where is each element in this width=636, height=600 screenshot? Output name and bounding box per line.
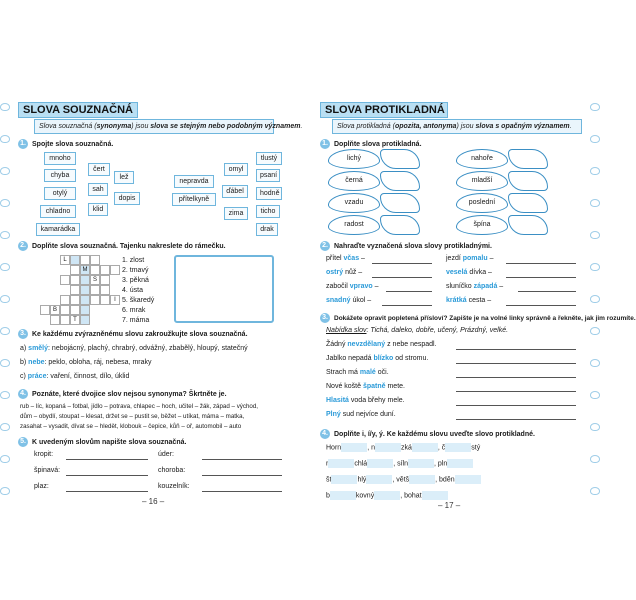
word-pairs-line[interactable]: rub – líc, kopaná – fotbal, jídlo – potrava, chlapec – hoch, učitel – žák, západ – východ, xyxy=(20,403,259,410)
offer-words: : Tichá, daleko, dobře, učený, Prázdný, velké. xyxy=(366,327,509,334)
crossword-cell[interactable] xyxy=(90,265,100,275)
word-card[interactable]: psaní xyxy=(256,169,280,182)
key-word: práce xyxy=(27,373,47,380)
crossword-cell[interactable] xyxy=(60,315,70,325)
key-word: pomalu xyxy=(462,255,488,262)
word-part: Horn xyxy=(326,444,342,452)
leaf-blank[interactable] xyxy=(508,171,548,191)
answer-line[interactable] xyxy=(386,291,432,292)
field-label: plaz: xyxy=(34,483,49,490)
crossword-cell[interactable]: S xyxy=(90,275,100,285)
key-word: krátká xyxy=(446,297,467,304)
fill-row xyxy=(326,459,473,468)
crossword-cell[interactable] xyxy=(90,255,100,265)
answer-line[interactable] xyxy=(456,377,576,378)
crossword-cell[interactable] xyxy=(70,265,80,275)
clue: 6. mrak xyxy=(122,307,146,314)
key-word: snadný xyxy=(326,297,351,304)
task-text: Doplňte i, í/y, ý. Ke každému slovu uveďte slovo protikladné. xyxy=(334,430,535,438)
plain-text: Strach má xyxy=(326,369,360,376)
field-label: špinavá: xyxy=(34,467,61,474)
answer-line[interactable] xyxy=(456,419,576,420)
crossword-cell[interactable] xyxy=(60,295,70,305)
crossword-cell[interactable] xyxy=(100,285,110,295)
leaf-word: černá xyxy=(328,171,380,191)
task-text: Doplňte slova protikladná. xyxy=(334,140,422,148)
word-card[interactable]: ticho xyxy=(256,205,280,218)
crossword-cell[interactable] xyxy=(100,275,110,285)
crossword-cell[interactable] xyxy=(90,285,100,295)
answer-line[interactable] xyxy=(506,263,576,264)
replace-item xyxy=(446,283,503,290)
task-number: 3. xyxy=(320,313,330,323)
answer-line[interactable] xyxy=(66,475,148,476)
word-card[interactable]: otylý xyxy=(44,187,76,200)
letter-box[interactable] xyxy=(422,491,448,500)
crossword-cell[interactable]: M xyxy=(80,265,90,275)
crossword-cell[interactable] xyxy=(60,305,70,315)
plain-text: od stromu. xyxy=(393,355,429,362)
word-part: , větš xyxy=(392,476,410,484)
item-prefix: a) xyxy=(20,345,29,352)
plain-text: z nebe nespadl. xyxy=(385,341,437,348)
plain-text: dívka – xyxy=(467,269,492,276)
field-label: kouzelník: xyxy=(158,483,190,490)
task-number: 3. xyxy=(18,329,28,339)
answer-line[interactable] xyxy=(456,363,576,364)
word-card[interactable]: klid xyxy=(88,203,108,216)
word-card[interactable]: hodně xyxy=(256,187,282,200)
answer-line[interactable] xyxy=(66,459,148,460)
plain-text: – xyxy=(487,255,494,262)
word-part: kovný xyxy=(355,492,375,500)
task-3-item xyxy=(20,359,152,366)
letter-box[interactable] xyxy=(409,475,435,484)
word-card[interactable]: chladno xyxy=(40,205,76,218)
answer-line[interactable] xyxy=(202,491,282,492)
word-card[interactable]: tlustý xyxy=(256,152,282,165)
crossword-cell[interactable] xyxy=(80,275,90,285)
key-word: malé xyxy=(359,369,376,376)
plain-text: cesta – xyxy=(466,297,492,304)
task-number: 1. xyxy=(18,139,28,149)
proverb xyxy=(326,411,396,418)
offer-label: Nabídka slov xyxy=(326,327,367,334)
answer-line[interactable] xyxy=(518,291,576,292)
word-part: zká xyxy=(400,444,412,452)
leaf-word: vzadu xyxy=(328,193,380,213)
answer-line[interactable] xyxy=(202,475,282,476)
letter-box[interactable] xyxy=(328,459,354,468)
plain-text: – xyxy=(359,255,365,262)
word-card[interactable]: přítelkyně xyxy=(172,193,216,206)
crossword-cell[interactable] xyxy=(80,255,90,265)
item-prefix: b) xyxy=(20,359,29,366)
leaf-blank[interactable] xyxy=(380,193,420,213)
field-label: úder: xyxy=(158,451,174,458)
crossword-cell[interactable] xyxy=(80,285,90,295)
replace-item xyxy=(326,283,379,290)
key-word: špatně xyxy=(362,383,386,390)
key-word: smělý xyxy=(28,345,49,352)
word-pairs-line[interactable]: dům – obydlí, stoupat – klesat, držet se – pustit se, běžet – utíkat, máma – matka, xyxy=(20,413,245,420)
leaf-word: poslední xyxy=(456,193,508,213)
item-prefix: c) xyxy=(20,373,28,380)
word-offer xyxy=(326,327,508,334)
plain-text: – xyxy=(497,283,504,290)
plain-text: Nové koště xyxy=(326,383,363,390)
key-word: západá xyxy=(473,283,498,290)
letter-box[interactable] xyxy=(374,491,400,500)
task-text: Ke každému zvýrazněnému slovu zakroužkujte slova souznačná. xyxy=(32,330,248,338)
def-term: slova se stejným nebo podobným významem xyxy=(150,123,301,130)
crossword-cell[interactable] xyxy=(40,305,50,315)
crossword-cell[interactable] xyxy=(90,295,100,305)
crossword-cell[interactable] xyxy=(70,275,80,285)
def-text: Slova protikladná ( xyxy=(337,123,395,130)
leaf-word: lichý xyxy=(328,149,380,169)
word-card[interactable]: čert xyxy=(88,163,110,176)
task-2-heading xyxy=(18,241,226,251)
plain-text: oči. xyxy=(375,369,389,376)
crossword-cell[interactable]: L xyxy=(60,255,70,265)
task-number: 1. xyxy=(320,139,330,149)
plain-text: zabočil xyxy=(326,283,350,290)
task-3-heading xyxy=(18,329,248,339)
key-word: nevzdělaný xyxy=(347,341,386,348)
replace-item xyxy=(326,255,365,262)
key-word: veselá xyxy=(446,269,468,276)
crossword-cell[interactable] xyxy=(80,315,90,325)
crossword-cell[interactable] xyxy=(50,315,60,325)
word-card[interactable]: omyl xyxy=(224,163,248,176)
task-2-heading xyxy=(320,241,492,251)
crossword-cell[interactable] xyxy=(60,275,70,285)
definition-box xyxy=(34,119,303,134)
key-word: Hlasitá xyxy=(326,397,349,404)
key-word: včas xyxy=(343,255,360,262)
word-card[interactable]: dopis xyxy=(114,192,140,205)
word-card[interactable]: kamarádka xyxy=(36,223,80,236)
item-options[interactable]: : nebojácný, plachý, chrabrý, odvážný, zbabělý, hloupý, statečný xyxy=(48,345,248,352)
task-4-heading xyxy=(320,429,535,439)
task-4-heading xyxy=(18,389,227,399)
replace-item xyxy=(446,269,492,276)
def-text: Slova souznačná ( xyxy=(39,123,97,130)
word-part: r xyxy=(326,460,329,468)
task-number: 4. xyxy=(320,429,330,439)
key-word: ostrý xyxy=(326,269,344,276)
crossword-cell[interactable] xyxy=(70,255,80,265)
task-text: Spojte slova souznačná. xyxy=(32,140,114,148)
def-text: . xyxy=(569,123,572,130)
word-card[interactable]: nepravda xyxy=(174,175,214,188)
def-term: slova s opačným významem xyxy=(475,123,570,130)
task-text: Nahraďte vyznačená slova slovy protikladnými. xyxy=(334,242,492,250)
letter-box[interactable] xyxy=(455,475,481,484)
page-right xyxy=(306,97,636,510)
leaf-blank[interactable] xyxy=(380,215,420,235)
replace-item xyxy=(326,297,371,304)
task-number: 5. xyxy=(18,437,28,447)
leaf-blank[interactable] xyxy=(508,149,548,169)
word-part: , bděn xyxy=(435,476,455,484)
answer-line[interactable] xyxy=(382,305,432,306)
leaf-blank[interactable] xyxy=(380,171,420,191)
page-left xyxy=(4,97,303,507)
def-term: opozita, antonyma xyxy=(394,123,457,130)
page-number: – 16 – xyxy=(142,497,165,506)
item-options[interactable]: : vaření, činnost, dílo, úklid xyxy=(46,373,130,380)
def-text: ) jsou xyxy=(456,123,476,130)
replace-item xyxy=(326,269,362,276)
letter-box[interactable] xyxy=(447,459,473,468)
crossword-cell[interactable] xyxy=(70,305,80,315)
item-options[interactable]: : peklo, obloha, ráj, nebesa, mraky xyxy=(44,359,152,366)
field-label: kropit: xyxy=(34,451,54,458)
word-card[interactable]: lež xyxy=(114,171,134,184)
page-title: SLOVA SOUZNAČNÁ xyxy=(18,102,138,118)
crossword-cell[interactable]: B xyxy=(50,305,60,315)
word-part: , pln xyxy=(433,460,448,468)
word-part: chlá xyxy=(354,460,368,468)
crossword-cell[interactable] xyxy=(100,295,110,305)
task-text: K uvedeným slovům napište slova souznačná. xyxy=(32,438,187,446)
plain-text: mete. xyxy=(385,383,405,390)
clue: 3. pěkná xyxy=(122,277,149,284)
leaf-word: nahoře xyxy=(456,149,508,169)
crossword-cell[interactable] xyxy=(80,295,90,305)
answer-line[interactable] xyxy=(372,277,432,278)
fill-row xyxy=(326,491,448,500)
plain-text: nůž – xyxy=(343,269,363,276)
word-part: , bohat xyxy=(400,492,422,500)
task-3-item xyxy=(20,345,248,352)
task-3-heading xyxy=(320,313,636,323)
clue: 7. máma xyxy=(122,317,150,324)
key-word: vpravo xyxy=(349,283,373,290)
definition-box xyxy=(332,119,582,134)
leaf-word: radost xyxy=(328,215,380,235)
proverb xyxy=(326,397,405,404)
word-pairs-line[interactable]: zasahat – vysadit, dívat se – hledět, klobouk – čepice, kůň – oř, automobil – auto xyxy=(20,423,242,430)
letter-box[interactable] xyxy=(408,459,434,468)
answer-line[interactable] xyxy=(456,405,576,406)
plain-text: sud nejvíce duní. xyxy=(340,411,396,418)
key-word: Plný xyxy=(326,411,341,418)
plain-text: voda břehy mele. xyxy=(348,397,405,404)
plain-text: Žádný xyxy=(326,341,348,348)
leaf-blank[interactable] xyxy=(508,215,548,235)
letter-box[interactable] xyxy=(412,443,438,452)
task-text: Doplňte slova souznačná. Tajenku nakreslete do rámečku. xyxy=(32,242,226,250)
leaf-blank[interactable] xyxy=(508,193,548,213)
word-card[interactable]: mnoho xyxy=(44,152,76,165)
word-card[interactable]: zima xyxy=(224,207,248,220)
answer-line[interactable] xyxy=(456,391,576,392)
word-part: hlý xyxy=(357,476,367,484)
proverb xyxy=(326,369,389,376)
letter-box[interactable] xyxy=(367,459,393,468)
clue: 5. škaredý xyxy=(122,297,155,304)
answer-line[interactable] xyxy=(372,263,432,264)
crossword-cell[interactable] xyxy=(110,265,120,275)
def-term: synonyma xyxy=(96,123,132,130)
leaf-blank[interactable] xyxy=(380,149,420,169)
letter-box[interactable] xyxy=(375,443,401,452)
answer-line[interactable] xyxy=(202,459,282,460)
replace-item xyxy=(446,255,493,262)
word-part: , síln xyxy=(393,460,408,468)
task-3-item xyxy=(20,373,129,380)
letter-box[interactable] xyxy=(341,443,367,452)
answer-line[interactable] xyxy=(66,491,148,492)
clue: 4. ústa xyxy=(122,287,144,294)
letter-box[interactable] xyxy=(330,491,356,500)
key-word: blízko xyxy=(373,355,394,362)
leaf-word: mladší xyxy=(456,171,508,191)
task-text: Poznáte, které dvojice slov nejsou synonyma? Škrtněte je. xyxy=(32,390,227,398)
task-number: 2. xyxy=(18,241,28,251)
word-part: stý xyxy=(471,444,481,452)
letter-box[interactable] xyxy=(331,475,357,484)
crossword-cell[interactable]: T xyxy=(70,315,80,325)
field-label: choroba: xyxy=(158,467,186,474)
page-title: SLOVA PROTIKLADNÁ xyxy=(320,102,448,118)
def-text: . xyxy=(300,123,303,130)
clue: 1. zlost xyxy=(122,257,145,264)
replace-item xyxy=(446,297,491,304)
word-card[interactable]: drak xyxy=(256,223,278,236)
letter-box[interactable] xyxy=(366,475,392,484)
answer-line[interactable] xyxy=(456,349,576,350)
page-number: – 17 – xyxy=(438,501,461,510)
crossword-cell[interactable] xyxy=(70,295,80,305)
answer-line[interactable] xyxy=(506,277,576,278)
plain-text: Jablko nepadá xyxy=(326,355,374,362)
task-number: 4. xyxy=(18,389,28,399)
word-card[interactable]: chyba xyxy=(44,169,76,182)
word-part: , č xyxy=(437,444,446,452)
plain-text: jezdí xyxy=(446,255,463,262)
fill-row xyxy=(326,443,480,452)
clue: 2. tmavý xyxy=(122,267,149,274)
proverb xyxy=(326,383,405,390)
answer-line[interactable] xyxy=(506,305,576,306)
drawing-frame[interactable] xyxy=(174,255,274,323)
task-5-heading xyxy=(18,437,186,447)
plain-text: – xyxy=(372,283,379,290)
word-part: b xyxy=(326,492,330,500)
task-text: Dokážete opravit popletená přísloví? Zapište je na volné linky správně a řekněte, jak jim rozumíte. xyxy=(334,314,636,322)
plain-text: sluníčko xyxy=(446,283,474,290)
plain-text: úkol – xyxy=(350,297,372,304)
proverb xyxy=(326,341,437,348)
crossword-cell[interactable] xyxy=(100,265,110,275)
plain-text: přítel xyxy=(326,255,344,262)
leaf-word: špína xyxy=(456,215,508,235)
task-1-heading xyxy=(320,139,422,149)
proverb xyxy=(326,355,428,362)
task-number: 2. xyxy=(320,241,330,251)
word-card[interactable]: sah xyxy=(88,183,108,196)
key-word: nebe xyxy=(28,359,45,366)
letter-box[interactable] xyxy=(445,443,471,452)
word-card[interactable]: ďábel xyxy=(222,185,248,198)
def-text: ) jsou xyxy=(131,123,151,130)
task-1-heading xyxy=(18,139,113,149)
word-part: , n xyxy=(367,444,375,452)
crossword-cell[interactable] xyxy=(70,285,80,295)
crossword-cell[interactable] xyxy=(80,305,90,315)
word-part: št xyxy=(326,476,332,484)
crossword-cell[interactable]: I xyxy=(110,295,120,305)
fill-row xyxy=(326,475,481,484)
